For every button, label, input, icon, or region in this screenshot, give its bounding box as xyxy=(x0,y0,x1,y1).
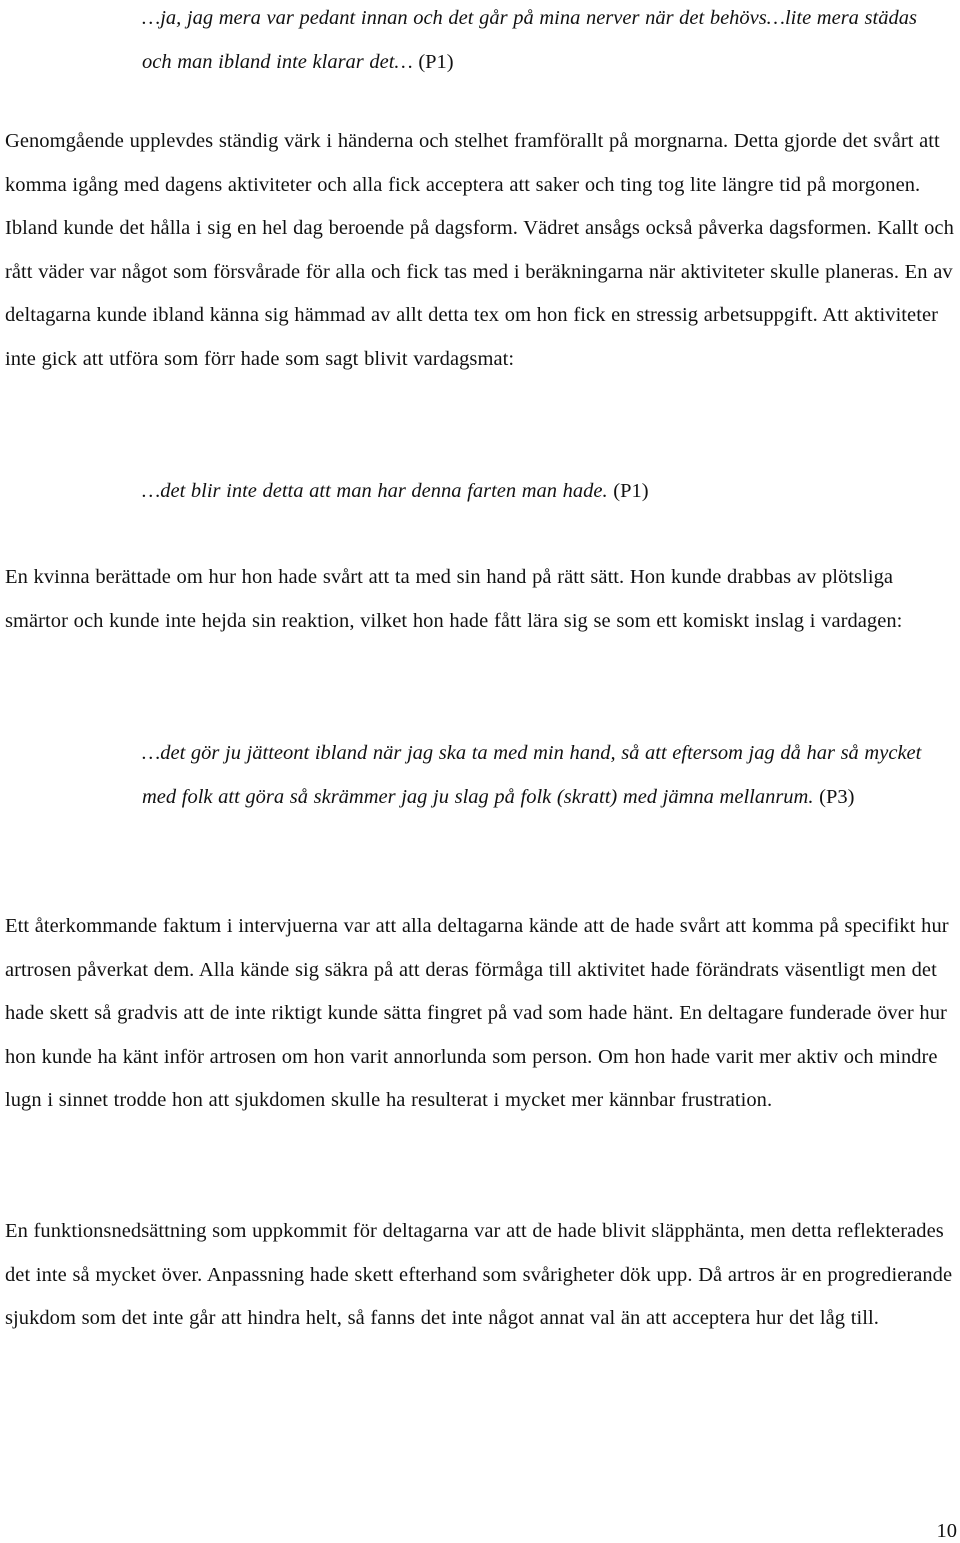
quote-reference: (P3) xyxy=(819,785,855,808)
quote-reference: (P1) xyxy=(613,480,649,502)
page-number: 10 xyxy=(936,1520,957,1542)
quote-text: …det gör ju jätteont ibland när jag ska ta med min hand, så att eftersom jag då har så mycket med folk att göra så skrämmer jag ju slag på folk (skratt) med jämna mellanrum. xyxy=(142,742,922,808)
quote-reference: (P1) xyxy=(418,50,454,73)
body-paragraph: En funktionsnedsättning som uppkommit för deltagarna var att de hade blivit släpphänta, men detta reflekterades det inte så mycket över. Anpassning hade skett efterhand som svårigheter dök upp. Då artros är en progredierande sjukdom som det inte går att hindra helt, så fanns det inte något annat val än att acceptera hur det låg till. xyxy=(5,1220,953,1329)
quote-block xyxy=(142,0,952,84)
quote-block xyxy=(142,470,952,514)
quote-block xyxy=(142,732,952,819)
body-paragraph: Ett återkommande faktum i intervjuerna var att alla deltagarna kände att de hade svårt att komma på specifikt hur artrosen påverkat dem. Alla kände sig säkra på att deras förmåga till aktivitet hade förändrats väsentligt men det hade skett så gradvis att de inte riktigt kunde sätta fingret på vad som hade hänt. En deltagare funderade över hur hon kunde ha känt inför artrosen om hon varit annorlunda som person. Om hon hade varit mer aktiv och mindre lugn i sinnet trodde hon att sjukdomen skulle ha resulterat i mycket mer kännbar frustration. xyxy=(5,915,949,1111)
quote-text: …det blir inte detta att man har denna farten man hade. xyxy=(142,480,608,502)
body-paragraph: En kvinna berättade om hur hon hade svårt att ta med sin hand på rätt sätt. Hon kunde drabbas av plötsliga smärtor och kunde inte hejda sin reaktion, vilket hon hade fått lära sig se som ett komiskt inslag i vardagen: xyxy=(5,566,903,632)
body-paragraph: Genomgående upplevdes ständig värk i händerna och stelhet framförallt på morgnarna. Detta gjorde det svårt att komma igång med dagens aktiviteter och alla fick acceptera att saker och ting tog lite längre tid på morgonen. Ibland kunde det hålla i sig en hel dag beroende på dagsform. Vädret ansågs också påverka dagsformen. Kallt och rått väder var något som försvårade för alla och fick tas med i beräkningarna när aktiviteter skulle planeras. En av deltagarna kunde ibland känna sig hämmad av allt detta tex om hon fick en stressig arbetsuppgift. Att aktiviteter inte gick att utföra som förr hade som sagt blivit vardagsmat: xyxy=(5,130,954,370)
quote-text: …ja, jag mera var pedant innan och det går på mina nerver när det behövs…lite mera städas och man ibland inte klarar det… xyxy=(142,7,917,73)
